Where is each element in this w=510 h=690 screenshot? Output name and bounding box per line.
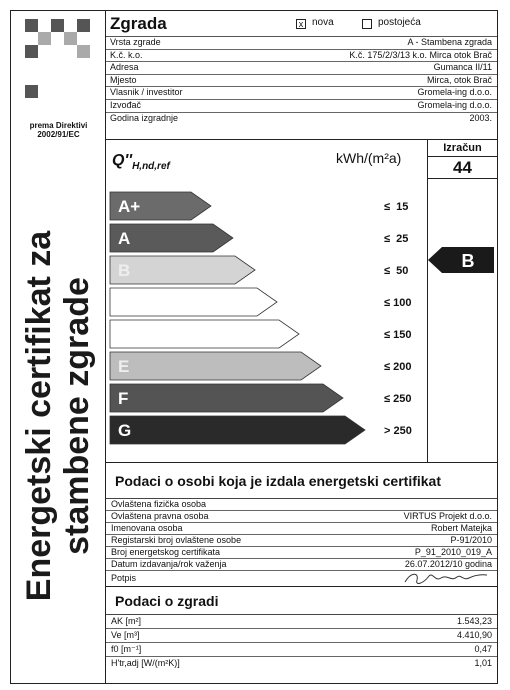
issuer-value: P-91/2010 <box>450 535 492 545</box>
issuer-section <box>106 463 497 685</box>
info-value: K.č. 175/2/3/13 k.o. Mirca otok Brač <box>349 49 492 60</box>
building-data-label: Ve [m³] <box>111 630 140 640</box>
issuer-label: Broj energetskog certifikata <box>111 547 221 557</box>
building-info <box>106 11 497 140</box>
eu-logo <box>25 19 91 99</box>
energy-class-bar <box>110 352 321 380</box>
issuer-label: Ovlaštena pravna osoba <box>111 511 209 521</box>
vertical-title-line2: stambene zgrade <box>58 277 96 555</box>
energy-class-label: F <box>118 389 129 408</box>
vertical-title <box>11 151 106 681</box>
energy-class-label: A+ <box>118 197 141 216</box>
directive-label: prema Direktivi 2002/91/EC <box>29 121 88 139</box>
left-column <box>11 11 106 683</box>
issuer-label: Datum izdavanja/rok važenja <box>111 559 227 569</box>
issuer-value: Robert Matejka <box>430 523 492 533</box>
energy-class-limit: ≤ 50 <box>384 265 409 277</box>
energy-class-bar <box>110 288 277 316</box>
building-data-value: 1,01 <box>474 658 492 668</box>
info-value: 2003. <box>469 112 492 123</box>
result-arrow <box>428 180 498 460</box>
issuer-label: Ovlaštena fizička osoba <box>111 499 207 509</box>
building-data-label: H'tr,adj [W/(m²K)] <box>111 658 180 668</box>
calculation-value: 44 <box>428 157 497 179</box>
energy-scale-section <box>106 140 497 463</box>
energy-scale <box>106 140 429 463</box>
energy-class-bar <box>110 384 343 412</box>
building-data-value: 4.410,90 <box>456 630 492 640</box>
info-value: Gromela-ing d.o.o. <box>417 87 492 98</box>
energy-class-limit: ≤ 100 <box>384 297 412 309</box>
existing-checkbox <box>362 19 372 29</box>
energy-class-label: D <box>118 325 131 344</box>
energy-class-limit: ≤ 250 <box>384 393 412 405</box>
building-title: Zgrada <box>110 14 167 33</box>
info-value: Gromela-ing d.o.o. <box>417 99 492 110</box>
issuer-value: 26.07.2012/10 godina <box>404 559 492 569</box>
signature-row <box>106 571 497 587</box>
signature-label: Potpis <box>111 573 137 583</box>
issuer-row <box>106 499 497 511</box>
energy-class-bar <box>110 256 255 284</box>
info-value: Mirca, otok Brač <box>426 74 492 85</box>
energy-class-label: E <box>118 357 130 376</box>
info-label: Adresa <box>110 62 139 73</box>
info-label: K.č. k.o. <box>110 49 143 60</box>
energy-class-label: G <box>118 421 132 440</box>
q-label: $Q''_{H,nd,ref}$ <box>112 152 170 173</box>
info-row <box>106 113 497 126</box>
energy-certificate <box>10 10 498 684</box>
energy-class-limit: ≤ 150 <box>384 329 412 341</box>
energy-class-bar <box>110 416 365 444</box>
info-label: Izvođač <box>110 99 142 110</box>
info-row <box>106 62 497 75</box>
new-checkbox: x <box>296 19 306 29</box>
building-data-value: 0,47 <box>474 644 492 654</box>
info-label: Godina izgradnje <box>110 112 179 123</box>
energy-class-label: A <box>118 229 131 248</box>
vertical-title-line1: Energetski certifikat za <box>20 230 58 602</box>
issuer-row <box>106 523 497 535</box>
calculation-title: Izračun <box>428 140 497 157</box>
issuer-value: P_91_2010_019_A <box>414 547 492 557</box>
info-value: Gumanca II/11 <box>433 62 492 73</box>
building-data-row <box>106 615 497 629</box>
building-data-label: AK [m²] <box>111 616 142 626</box>
new-label: nova <box>312 17 334 28</box>
building-data-label: f0 [m⁻¹] <box>111 644 142 654</box>
energy-class-limit: > 250 <box>384 425 412 437</box>
result-class-label: B <box>461 251 475 271</box>
signature-image <box>401 568 491 588</box>
energy-class-limit: ≤ 25 <box>384 233 409 245</box>
issuer-value: VIRTUS Projekt d.o.o. <box>403 511 492 521</box>
building-data-row <box>106 643 497 657</box>
energy-class-limit: ≤ 15 <box>384 201 409 213</box>
building-data-row <box>106 657 497 671</box>
energy-class-label: B <box>118 261 131 280</box>
info-value: A - Stambena zgrada <box>407 37 492 47</box>
unit-label: kWh/(m²a) <box>336 150 402 166</box>
info-label: Vrsta zgrade <box>110 37 161 47</box>
issuer-row <box>106 535 497 547</box>
issuer-title: Podaci o osobi koja je izdala energetski certifikat <box>106 463 497 499</box>
info-row <box>106 100 497 113</box>
energy-class-limit: ≤ 200 <box>384 361 412 373</box>
info-row <box>106 75 497 88</box>
issuer-label: Registarski broj ovlaštene osobe <box>111 535 242 545</box>
building-data-row <box>106 629 497 643</box>
info-row <box>106 37 497 50</box>
info-row <box>106 87 497 100</box>
issuer-row <box>106 511 497 523</box>
existing-label: postojeća <box>378 17 421 28</box>
issuer-row <box>106 547 497 559</box>
building-data-value: 1.543,23 <box>456 616 492 626</box>
info-label: Mjesto <box>110 74 137 85</box>
calculation-box <box>427 140 497 463</box>
energy-class-bar <box>110 320 299 348</box>
issuer-label: Imenovana osoba <box>111 523 183 533</box>
info-label: Vlasnik / investitor <box>110 87 183 98</box>
energy-class-label: C <box>118 293 131 312</box>
info-row <box>106 50 497 63</box>
building-data-title: Podaci o zgradi <box>106 587 497 615</box>
